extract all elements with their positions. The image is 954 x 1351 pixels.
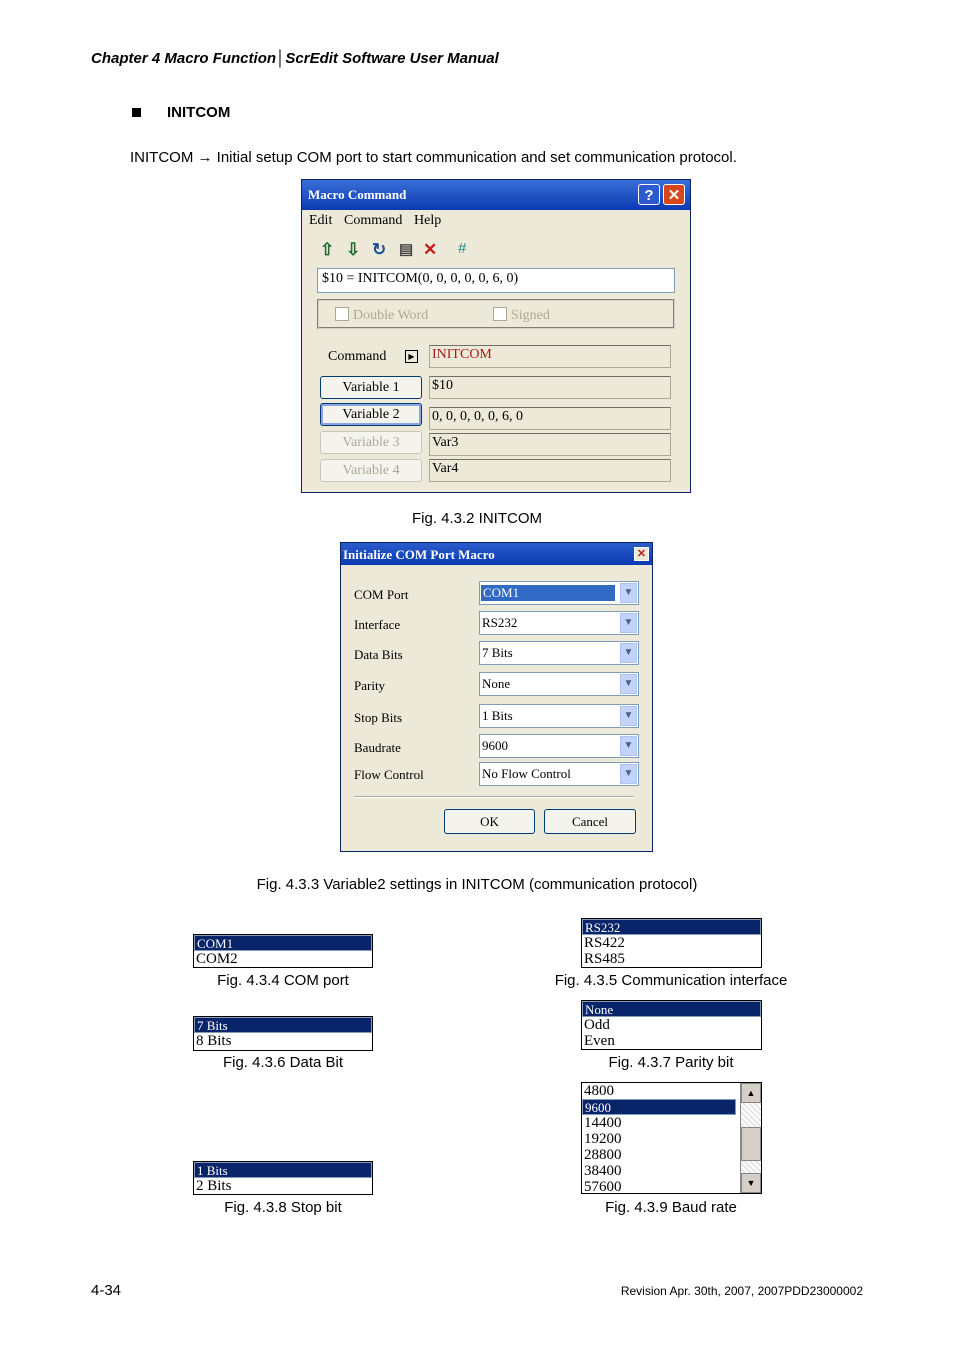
list-item[interactable]: 19200 (584, 1131, 622, 1147)
list-item[interactable]: 9600 (582, 1099, 736, 1115)
stop-bits-label: Stop Bits (354, 710, 403, 725)
list-item[interactable]: 14400 (584, 1115, 622, 1131)
chevron-down-icon: ▼ (620, 764, 637, 784)
figure-caption: Fig. 4.3.4 COM port (217, 972, 349, 989)
variable-3-button[interactable]: Variable 3 (320, 431, 422, 454)
scrollbar[interactable] (740, 1083, 761, 1193)
scrollbar-thumb[interactable] (741, 1127, 761, 1161)
submenu-arrow-icon: ▶ (405, 350, 418, 363)
chevron-down-icon: ▼ (620, 613, 637, 633)
hash-icon[interactable]: # (458, 240, 467, 257)
double-word-checkbox[interactable]: Double Word (335, 307, 428, 324)
close-icon[interactable]: ✕ (634, 547, 649, 561)
delete-icon[interactable]: ✕ (423, 240, 438, 259)
menu-help[interactable]: Help (414, 213, 442, 228)
chevron-down-icon: ▼ (620, 736, 637, 756)
baudrate-label: Baudrate (354, 740, 401, 755)
menu-edit[interactable]: Edit (309, 213, 333, 228)
list-item[interactable]: 4800 (584, 1083, 614, 1099)
variable-3-value: Var3 (429, 433, 671, 456)
scroll-up-icon[interactable]: ▲ (741, 1083, 761, 1103)
variable-1-button[interactable]: Variable 1 (320, 376, 422, 399)
variable-4-value: Var4 (429, 459, 671, 482)
stop-bits-select[interactable]: 1 Bits ▼ (479, 704, 639, 728)
interface-select[interactable]: RS232 ▼ (479, 611, 639, 635)
page-header: Chapter 4 Macro Function│ScrEdit Software User Manual (91, 50, 499, 67)
list-item[interactable]: None (582, 1001, 761, 1017)
com-port-select[interactable]: COM1 ▼ (479, 581, 639, 605)
section-intro: INITCOM → Initial setup COM port to start communication and set communication protocol. (130, 149, 737, 166)
document-icon[interactable]: ▤ (399, 241, 414, 258)
baudrate-select[interactable]: 9600 ▼ (479, 734, 639, 758)
figure-caption: Fig. 4.3.2 INITCOM (411, 510, 543, 527)
init-com-port-window (340, 542, 653, 852)
parity-label: Parity (354, 678, 386, 693)
chevron-down-icon: ▼ (620, 583, 637, 603)
list-item[interactable]: Even (584, 1033, 615, 1049)
scroll-down-icon[interactable]: ▼ (741, 1173, 761, 1193)
parity-select[interactable]: None ▼ (479, 672, 639, 696)
command-selector[interactable]: Command ▶ (319, 345, 423, 369)
chevron-down-icon: ▼ (620, 706, 637, 726)
macro-command-window (301, 179, 691, 493)
signed-checkbox[interactable]: Signed (493, 307, 550, 324)
flow-control-label: Flow Control (354, 767, 424, 782)
interface-list (581, 918, 762, 968)
data-bit-list (193, 1016, 373, 1051)
list-item[interactable]: COM1 (194, 935, 372, 951)
list-item[interactable]: RS422 (584, 935, 625, 951)
close-icon[interactable]: ✕ (663, 184, 685, 205)
variable-4-button[interactable]: Variable 4 (320, 459, 422, 482)
data-bits-select[interactable]: 7 Bits ▼ (479, 641, 639, 665)
list-item[interactable]: 57600 (584, 1179, 622, 1194)
ok-button[interactable]: OK (444, 809, 535, 834)
refresh-icon[interactable]: ↻ (372, 240, 387, 259)
move-up-icon[interactable]: ⇧ (320, 240, 335, 259)
bullet-square-icon (132, 108, 141, 117)
divider (354, 796, 634, 798)
list-item[interactable]: 38400 (584, 1163, 622, 1179)
window-title: Macro Command (308, 187, 407, 202)
stop-bit-list (193, 1161, 373, 1195)
list-item[interactable]: RS485 (584, 951, 625, 967)
figure-caption: Fig. 4.3.5 Communication interface (554, 972, 788, 989)
figure-caption: Fig. 4.3.8 Stop bit (224, 1199, 342, 1216)
flow-control-select[interactable]: No Flow Control ▼ (479, 762, 639, 786)
list-item[interactable]: 2 Bits (196, 1178, 232, 1194)
variable-1-value: $10 (429, 376, 671, 399)
list-item[interactable]: 28800 (584, 1147, 622, 1163)
data-bits-label: Data Bits (354, 647, 403, 662)
help-icon[interactable]: ? (638, 184, 660, 205)
list-item[interactable]: 1 Bits (194, 1162, 372, 1178)
figure-caption: Fig. 4.3.9 Baud rate (605, 1199, 737, 1216)
options-group (317, 299, 675, 329)
figure-caption: Fig. 4.3.3 Variable2 settings in INITCOM (communication protocol) (256, 876, 698, 893)
title-bar (302, 180, 690, 210)
move-down-icon[interactable]: ⇩ (346, 240, 361, 259)
com-port-list (193, 934, 373, 968)
chevron-down-icon: ▼ (620, 643, 637, 663)
list-item[interactable]: 7 Bits (194, 1017, 372, 1033)
chevron-down-icon: ▼ (620, 674, 637, 694)
figure-caption: Fig. 4.3.6 Data Bit (222, 1054, 344, 1071)
list-item[interactable]: 8 Bits (196, 1033, 232, 1049)
variable-2-button[interactable]: Variable 2 (320, 403, 422, 426)
title-bar (341, 543, 652, 565)
list-item[interactable]: Odd (584, 1017, 610, 1033)
window-title: Initialize COM Port Macro (343, 547, 495, 562)
revision-note: Revision Apr. 30th, 2007, 2007PDD23000002 (620, 1284, 863, 1298)
com-port-label: COM Port (354, 587, 409, 602)
figure-caption: Fig. 4.3.7 Parity bit (608, 1054, 734, 1071)
parity-list (581, 1000, 762, 1050)
section-title: INITCOM (167, 104, 231, 121)
menu-command[interactable]: Command (344, 213, 403, 228)
cancel-button[interactable]: Cancel (544, 809, 636, 834)
list-item[interactable]: RS232 (582, 919, 761, 935)
list-item[interactable]: COM2 (196, 951, 238, 967)
page-number: 4-34 (91, 1282, 122, 1299)
command-value: INITCOM (429, 345, 671, 368)
interface-label: Interface (354, 617, 401, 632)
variable-2-value: 0, 0, 0, 0, 0, 6, 0 (429, 407, 671, 430)
baud-rate-list (581, 1082, 762, 1194)
expression-field[interactable]: $10 = INITCOM(0, 0, 0, 0, 0, 6, 0) (317, 268, 675, 293)
